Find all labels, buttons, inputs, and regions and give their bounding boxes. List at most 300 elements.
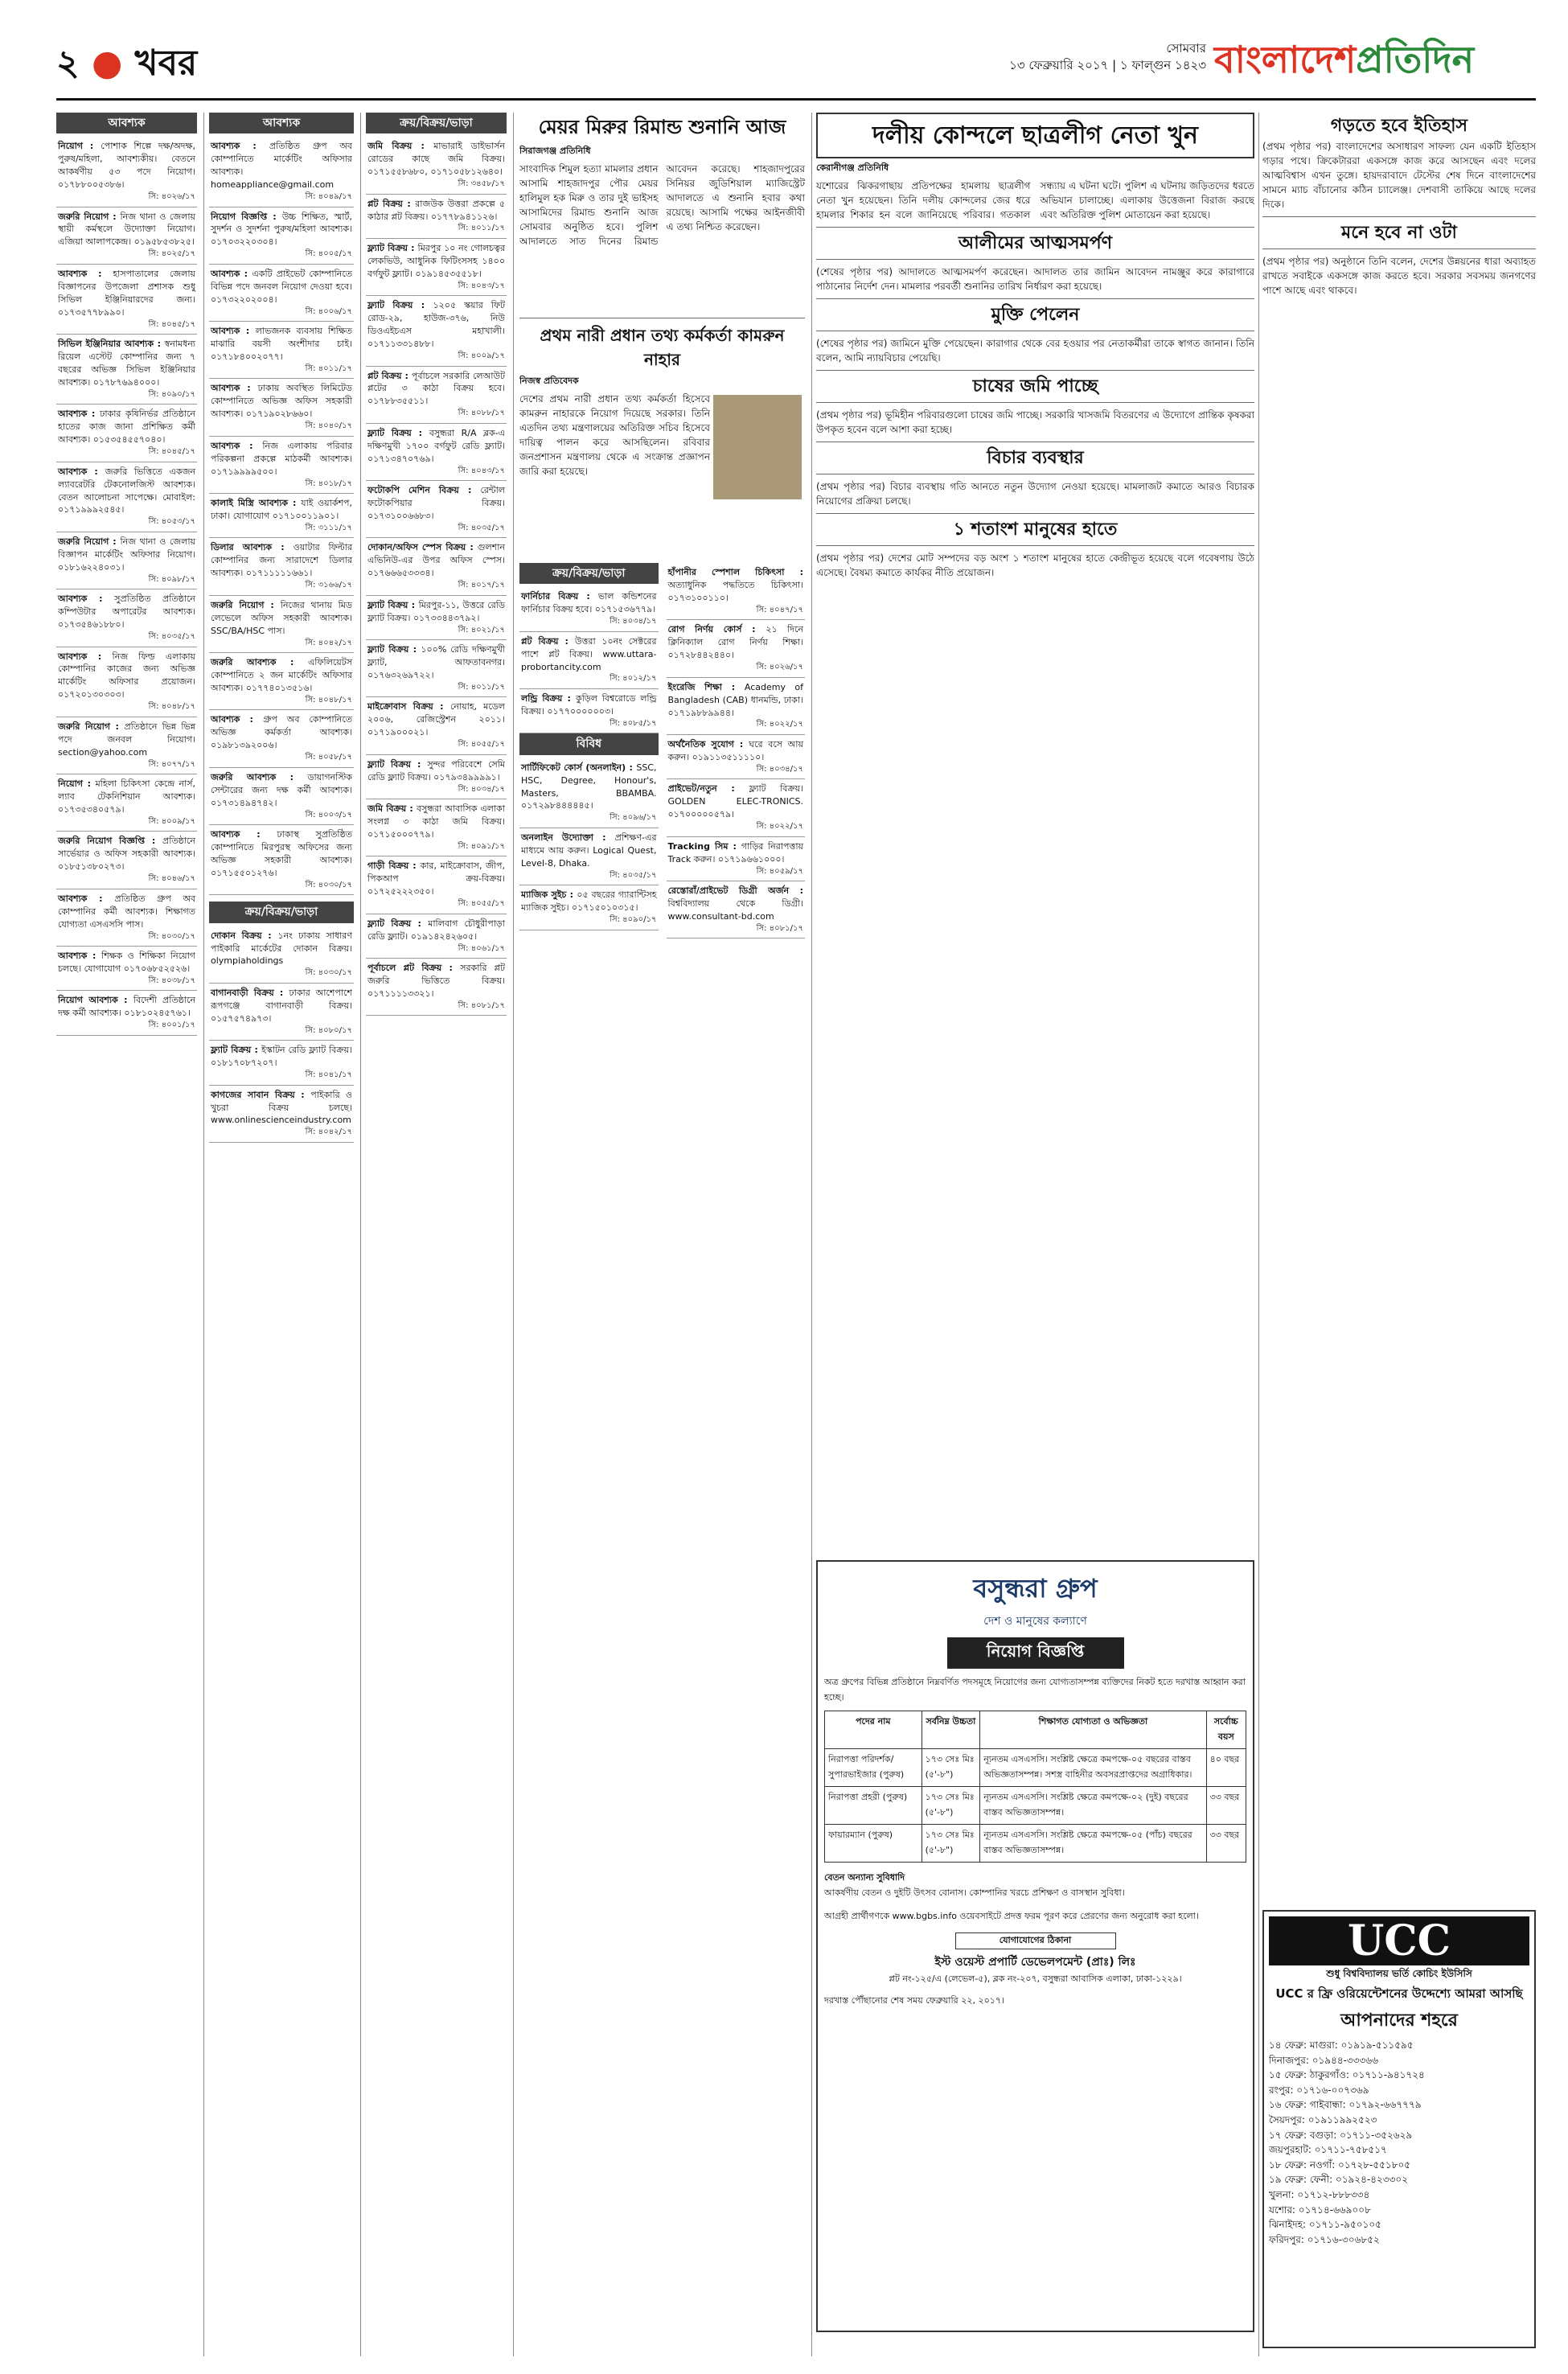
classified-ad — [56, 207, 197, 265]
ad-text: বসুন্ধরা R/A ব্লক-এ দক্ষিণমুখী ১৭০০ বর্গফুট রেডি ফ্ল্যাট। ০১৭১৩৪৭০৭৬৯। — [367, 427, 505, 464]
ad-text: শিক্ষক ও শিক্ষিকা নিয়োগ চলছে। যোগাযোগ ০১৭০৬৮৫২৫২৬। — [58, 951, 195, 974]
ad-code: সি: ৪০৩০/১৭ — [305, 968, 352, 978]
classified-ad — [366, 640, 507, 697]
ad-title: ফ্ল্যাট বিক্রয় : — [367, 427, 429, 438]
ad-code: সি: ৪০১১/১৭ — [458, 224, 505, 233]
history-headline: গড়তে হবে ইতিহাস — [1330, 115, 1468, 136]
th-qualification: শিক্ষাগত যোগ্যতা ও অভিজ্ঞতা — [980, 1711, 1206, 1749]
ad-title: ফ্ল্যাট বিক্রয় : — [367, 644, 421, 655]
classified-ad — [56, 889, 197, 947]
ad-text: নিজের থানায় মিড লেভেলে অফিস সহকারী আবশ্যক। SSC/BA/HSC পাস। — [211, 599, 352, 636]
ad-title: গাড়ী বিক্রয় : — [367, 860, 421, 872]
ad-title: আবশ্যক : — [211, 141, 269, 152]
classified-ad — [667, 779, 806, 836]
edition-day: সোমবার — [1166, 41, 1206, 55]
ad-text: যাই ওয়ার্কশপ, ঢাকা। যোগাযোগ ০১৭১০০১১৯০১। — [211, 498, 353, 522]
ucc-city-item: ঝিনাইদহ: ০১৭১১-৯৫০১০৫ — [1269, 2219, 1381, 2231]
ad-code: সি: ৪০৪৫/১৭ — [148, 319, 195, 329]
ad-text: লাভজনক ব্যবসায় শিক্ষিত মাঝারি বয়সী অংশীদার চাই। ০১৭১৮৪০০২০৭৭। — [211, 326, 352, 363]
classified-ad — [667, 881, 806, 939]
ad-text: হাসপাতালের জেলায় বিজ্ঞাপনের উপজেলা প্রশাসক শুধু সিভিল ইঞ্জিনিয়ারদের জন্য। ০১৭৩৫৭৭৮৯৯০। — [58, 268, 196, 318]
ad-title: আবশ্যক : — [58, 893, 115, 904]
deadline-text: দরখাস্ত পৌঁছানোর শেষ সময় ফেব্রুয়ারি ২২, ২০১৭। — [824, 1995, 1005, 2006]
ad-text: প্রতিষ্ঠানে ভিন্ন ভিন্ন পদে জনবল নিয়োগ। section@yahoo.com — [58, 721, 195, 758]
ad-title: সার্টিফিকেট কোর্স (অনলাইন) : — [521, 762, 637, 773]
classified-ad — [366, 959, 507, 1016]
page-number — [56, 36, 197, 95]
classified-ad — [209, 596, 354, 653]
classified-ad — [209, 538, 354, 595]
ucc-city-item: সৈয়দপুর: ০১৯১১৯৯২৫২৩ — [1269, 2113, 1377, 2126]
ad-title: কালাই মিস্ত্রি আবশ্যক : — [211, 498, 302, 509]
classified-ad — [519, 885, 659, 930]
recruitment-notice — [816, 1560, 1254, 2332]
table-cell-post: নিরাপত্তা পরিদর্শক/সুপারভাইজার (পুরুষ) — [825, 1749, 922, 1787]
lead-headline: দলীয় কোন্দলে ছাত্রলীগ নেতা খুন — [816, 113, 1254, 158]
classified-ad — [209, 437, 354, 494]
ad-text: জরুরি ভিত্তিতে একজন ল্যাবরেটরি টেকনোলজিস্ট আবশ্যক। বেতন আলোচনা সাপেক্ষে। মোবাইল: ০১৭১৯৯৯২৫৪৫। — [58, 466, 195, 515]
ad-text: সরকারি প্লট জরুরি ভিত্তিতে বিক্রয়। ০১৭১১১১৩৩২১। — [367, 963, 506, 1000]
classified-ad — [366, 195, 507, 239]
ad-title: আবশ্যক : — [58, 594, 115, 605]
lead-body: যশোরের ঝিকরগাছায় প্রতিপক্ষের হামলায় ছাত্রলীগ নেতা খুন হয়েছেন। তিনি দলীয় কোন্দলের জের ধরে হামলার শিকার হন বলে জানিয়েছে পরিবার। গতকাল সন্ধ্যায় এ ঘটনা ঘটে। পুলিশ এ ঘটনায় জড়িতদের ধরতে অভিযান চালাচ্ছে। এলাকায় উত্তেজনা বিরাজ করছে এবং অতিরিক্ত পুলিশ মোতায়েন করা হয়েছে। — [816, 179, 1254, 220]
classified-ad — [209, 379, 354, 436]
th-age: সর্বোচ্চ বয়স — [1206, 1711, 1246, 1749]
contact-address: প্লট নং-১২৫/এ (লেভেল-৫), ব্লক নং-২০৭, বসুন্ধরা আবাসিক এলাকা, ঢাকা-১২২৯। — [889, 1974, 1182, 1984]
bashundhara-logo: বসুন্ধরা গ্রুপ — [973, 1573, 1098, 1604]
ad-title: মাইক্রোবাস বিক্রয় : — [367, 701, 450, 713]
ad-code: সি: ৪০৩৮/১৭ — [148, 975, 195, 985]
ad-title: আবশ্যক : — [211, 829, 277, 840]
classified-ad — [519, 689, 659, 733]
classified-ad — [209, 710, 354, 767]
page-number-value: ২ — [56, 43, 80, 84]
ad-code: সি: ৪০৩৫/১৭ — [148, 632, 195, 642]
history-body: (প্রথম পৃষ্ঠার পর) বাংলাদেশের অসাধারণ সাফল্য যেন একটি ইতিহাস গড়ার পথে। ক্রিকেটাররা একসঙ্গে কাজ করে আসছেন এবং দলের আত্মবিশ্বাস এখন তুঙ্গে। হায়দরাবাদে টেস্টের শেষ দিনে বাংলাদেশের সামনে ম্যাচ বাঁচানোর কঠিন চ্যালেঞ্জ। দেশবাসী তাকিয়ে আছে দলের দিকে। — [1262, 141, 1536, 210]
classified-ad — [56, 462, 197, 532]
ad-code: সি: ৪০২১/১৭ — [458, 625, 505, 635]
ad-title: আবশ্যক : — [58, 409, 101, 420]
classified-ad — [366, 755, 507, 799]
ad-title: ফটোকপি মেশিন বিক্রয় : — [367, 485, 481, 496]
woman-byline: নিজস্ব প্রতিবেদক — [519, 376, 579, 386]
ad-title: সিভিল ইঞ্জিনিয়ার আবশ্যক : — [58, 339, 165, 350]
ad-title: জরুরি নিয়োগ : — [58, 536, 121, 547]
classified-ad — [667, 620, 806, 677]
edition-date — [997, 40, 1206, 74]
classified-ad — [366, 856, 507, 914]
ad-text: মিরপুর ১০ নং গোলচত্বর লেকভিউ, আধুনিক ফিটিংসসহ ১৪০০ বর্গফুট ফ্ল্যাট। ০১৯১৪৫৩৫৫১৮। — [367, 242, 505, 279]
classified-ad — [667, 678, 806, 735]
classified-ad — [209, 265, 354, 322]
column-divider — [811, 113, 812, 2356]
ad-code: সি: ৪০৪৩/১৭ — [458, 281, 505, 290]
column-heading: বিবিধ — [519, 733, 659, 754]
sub-body: (শেষের পৃষ্ঠার পর) জামিনে মুক্তি পেয়েছেন। কারাগার থেকে বের হওয়ার পর নেতাকর্মীরা তাকে স্বাগত জানান। তিনি বলেন, আমি ন্যায়বিচার পেয়েছি। — [816, 337, 1254, 363]
ad-text: নিজ ফিল্ড এলাকায় কোম্পানির কাজের জন্য অভিজ্ঞ মার্কেটিং অফিসার প্রয়োজন। ০১৭২০১৩০৩০৩। — [58, 651, 195, 700]
ad-text: রাজউক উত্তরা প্রকল্পে ৫ কাঠার প্লট বিক্রয়। ০১৭৭৮৯৪১১২৬। — [367, 198, 505, 222]
ad-title: প্রাইভেট/নতুন : — [667, 783, 749, 795]
ad-title: অর্থনৈতিক সুযোগ : — [667, 738, 749, 750]
ad-code: সি: ৪০০৫/১৭ — [305, 249, 352, 259]
classified-column-1 — [56, 113, 197, 2356]
classified-ad — [366, 424, 507, 481]
classified-ad — [667, 837, 806, 881]
column-divider — [360, 113, 361, 2356]
ad-title: নিয়োগ বিজ্ঞপ্তি : — [211, 211, 282, 222]
jobs-table — [824, 1711, 1246, 1863]
table-cell-height: ১৭৩ সেঃ মিঃ (৫'-৮") — [922, 1825, 980, 1863]
ad-title: আবশ্যক : — [58, 466, 105, 477]
table-cell-height: ১৭৩ সেঃ মিঃ (৫'-৮") — [922, 1787, 980, 1825]
ad-code: সি: ৪০২৬/১৭ — [148, 192, 195, 202]
ad-title: নিয়োগ : — [58, 141, 101, 152]
classified-ad — [519, 758, 659, 828]
ad-title: আবশ্যক : — [58, 651, 113, 662]
classified-ad — [519, 828, 659, 885]
column-heading: ক্রয়/বিক্রয়/ভাড়া — [519, 563, 659, 584]
masthead — [56, 32, 1536, 101]
ad-title: জমি বিক্রয় : — [367, 803, 417, 815]
classified-ad — [366, 137, 507, 194]
ad-code: সি: ৪০৩০/১৭ — [148, 931, 195, 941]
ad-code: সি: ৪০৮৮/১৭ — [458, 409, 505, 418]
edition-date-text: ১৩ ফেব্রুয়ারি ২০১৭ | ১ ফাল্গুন ১৪২৩ — [1009, 58, 1206, 72]
table-cell-age: ৪০ বছর — [1206, 1749, 1246, 1787]
ad-code: সি: ৪০৪৩/১৭ — [458, 466, 505, 475]
classified-ad — [56, 991, 197, 1035]
ad-text: ঢাকার আশেপাশে রূপগঞ্জে বাগানবাড়ী বিক্রয়। ০১৫৭৫৭৪৯৭৩। — [211, 987, 352, 1024]
ad-title: জরুরি নিয়োগ : — [58, 721, 125, 732]
ad-title: লন্ড্রি বিক্রয় : — [521, 692, 577, 704]
ad-code: সি: ৪০০৬/১৭ — [305, 306, 352, 316]
ucc-city-item: ফরিদপুর: ০১৭১৬-৩০৬৮৫২ — [1269, 2233, 1380, 2245]
sub-headline: আলীমের আত্মসমর্পণ — [816, 227, 1254, 260]
ad-code: সি: ৪০৫৫/১৭ — [458, 899, 505, 909]
ad-title: জমি বিক্রয় : — [367, 141, 434, 152]
ad-text: ঢাকার কৃষিনির্ভর প্রতিষ্ঠানে হাতের কাজ জানা প্রশিক্ষিত কর্মী আবশ্যক। ০১৫৩৫৪৫৫৭০৪০। — [58, 409, 195, 446]
ad-text: ঢাকায় অবস্থিত লিমিটেড কোম্পানিতে অভিজ্ঞ অফিস সহকারী আবশ্যক। ০১৭১৯০২৮৬৬০। — [211, 383, 352, 420]
ad-title: আবশ্যক : — [211, 326, 256, 337]
ad-title: আবশ্যক : — [58, 268, 113, 279]
ad-title: ফ্ল্যাট বিক্রয় : — [367, 918, 429, 929]
ad-code: সি: ৪০৩৫/১৭ — [610, 870, 657, 880]
ad-code: সি: ৪০৩৪/১৭ — [458, 784, 505, 794]
ad-code: সি: ৪০৮০/১৭ — [305, 1025, 352, 1035]
ad-title: জরুরি আবশ্যক : — [211, 771, 308, 782]
column-heading: আবশ্যক — [209, 113, 354, 133]
ad-code: সি: ৪০২২/১৭ — [756, 822, 803, 832]
ad-title: রেস্তোরাঁ/প্রাইভেট ডিগ্রী অর্জন : — [667, 885, 803, 896]
ad-code: সি: ৪০০১/১৭ — [148, 1021, 195, 1030]
ad-text: নিজ থানা ও জেলায় স্থায়ী কর্মস্থলে উদ্যোক্তা নিয়োগ। এজিয়া আলাপকেন্দ্র। ০১৯৫৮৫৩৮২৫। — [58, 211, 195, 248]
classified-ad — [209, 825, 354, 895]
ad-title: আবশ্যক : — [211, 440, 263, 451]
ad-text: ১নং ঢাকায় সাধারণ পাইকারি মার্কেটের দোকান বিক্রয়। olympiaholdings — [211, 930, 352, 967]
classified-ad — [366, 481, 507, 538]
ad-text: কুড়িল বিশ্বরোডে লন্ড্রি বিক্রয়। ০১৭৭০০০০০০৩। — [521, 692, 657, 717]
ad-title: প্লট বিক্রয় : — [367, 198, 416, 209]
ucc-city-item: রংপুর: ০১৭১৬-০০৭৩৬৯ — [1269, 2084, 1369, 2096]
th-post: পদের নাম — [825, 1711, 922, 1749]
ad-text: বসুন্ধরা আবাসিক এলাকা সংলগ্ন ৩ কাঠা জমি বিক্রয়। ০১৭১৫০০০৭৭৯। — [367, 803, 505, 840]
ad-title: বাগানবাড়ী বিক্রয় : — [211, 987, 289, 998]
ad-code: সি: ৪০৯৬/১৭ — [610, 813, 657, 823]
ad-code: সি: ৪০৩৫/১৭ — [458, 523, 505, 532]
ad-code: সি: ৪০৮৫/১৭ — [610, 718, 657, 728]
remand-headline: মেয়র মিরুর রিমান্ড শুনানি আজ — [538, 115, 786, 138]
ad-title: ফ্ল্যাট বিক্রয় : — [367, 758, 428, 770]
remand-body: সাংবাদিক শিমুল হত্যা মামলার প্রধান আসামি শাহজাদপুর পৌর মেয়র হালিমুল হক মিরু ও তার দুই ভাইসহ আসামিদের রিমান্ড শুনানি আজ সোমবার অনুষ্ঠিত হবে। পুলিশ আদালতে সাত দিনের রিমান্ড আবেদন করেছে। শাহজাদপুরের সিনিয়র জুডিশিয়াল ম্যাজিস্ট্রেট আদালতে এ শুনানি হবার কথা রয়েছে। আসামি পক্ষের আইনজীবী এ তথ্য নিশ্চিত করেছেন। — [519, 162, 805, 247]
ad-title: প্লট বিক্রয় : — [367, 370, 412, 381]
classified-ad — [56, 832, 197, 889]
classified-ad — [366, 596, 507, 640]
remand-byline: সিরাজগঞ্জ প্রতিনিধি — [519, 146, 591, 156]
woman-headline: প্রথম নারী প্রধান তথ্য কর্মকর্তা কামরুন নাহার — [540, 326, 785, 369]
ad-code: সি: ৪০১২/১৭ — [610, 674, 657, 684]
ad-title: হাঁপানীর স্পেশাল চিকিৎসা : — [667, 567, 803, 577]
ad-text: প্রতিষ্ঠানে সার্ভেয়ার ও অফিস সহকারী আবশ্যক। ০১৮৫১৩৮০২৭৩। — [58, 836, 195, 873]
table-cell-age: ৩৩ বছর — [1206, 1825, 1246, 1863]
benefits-text: আকর্ষণীয় বেতন ও দুইটি উৎসব বোনাস। কোম্পানির খরচে প্রশিক্ষণ ও বাসস্থান সুবিধা। — [824, 1887, 1125, 1898]
ad-title: অনলাইন উদ্যোক্তা : — [521, 832, 615, 843]
ad-code: সি: ৪০৪৫/১৭ — [148, 447, 195, 457]
ad-code: সি: ৪০৮১/১৭ — [458, 1000, 505, 1010]
sub-headline: মনে হবে না ওটা — [1262, 216, 1536, 249]
ad-text: নোয়াহ, মডেল ২০০৬, রেজিস্ট্রেশন ২০১১। ০১৭১৯০০০২১। — [367, 701, 506, 738]
classified-ad — [56, 589, 197, 647]
ad-text: মালিবাগ চৌধুরীপাড়া রেডি ফ্ল্যাট। ০১৯১৪২৪২৬০৫। — [367, 918, 505, 942]
dot-icon: ● — [91, 43, 123, 84]
ad-title: জরুরি নিয়োগ : — [58, 211, 121, 222]
section-name: খবর — [134, 43, 198, 84]
ucc-city-list — [1269, 2038, 1529, 2247]
ad-title: ফ্ল্যাট বিক্রয় : — [211, 1045, 262, 1056]
sub-headline: মুক্তি পেলেন — [816, 298, 1254, 331]
ad-text: সুন্দর পরিবেশে সেমি রেডি ফ্ল্যাট বিক্রয়। ০১৭৯৩৪৯৯৯৯১। — [367, 758, 505, 782]
classified-ad — [56, 532, 197, 589]
ad-code: সি: ৪০২২/১৭ — [756, 720, 803, 729]
ad-text: উত্তরা ১০নং সেক্টরের পাশে প্লট বিক্রয়। www.uttara-probortancity.com — [521, 635, 657, 672]
classified-ad — [519, 632, 659, 689]
ad-code: সি: ৪০২৬/১৭ — [756, 663, 803, 672]
ad-title: দোকান বিক্রয় : — [211, 930, 278, 941]
classified-ad — [56, 137, 197, 207]
ad-text: মিরপুর-১১, উত্তরে রেডি ফ্ল্যাট বিক্রয়। ০১৭৩৩৪৪৩৭৯২। — [367, 599, 505, 623]
sub-headline: চাষের জমি পাচ্ছে — [816, 370, 1254, 403]
classified-ad — [56, 647, 197, 717]
remand-story — [519, 113, 805, 314]
ad-title: জরুরি নিয়োগ বিজ্ঞপ্তি : — [58, 836, 163, 847]
ad-text: এফিলিয়েটস কোম্পানিতে ২ জন মার্কেটিং অফিসার আবশ্যক। ০১৭৭৪০১৩৫১৬। — [211, 657, 352, 693]
column-heading: ক্রয়/বিক্রয়/ভাড়া — [366, 113, 507, 133]
ad-code: সি: ৪০৯১/১৭ — [458, 841, 505, 851]
ad-text: SSC, HSC, Degree, Honour's, Masters, BBAMBA. ০১৭২৯৮৪৪৪৪৪৫। — [521, 762, 657, 811]
ad-code: সি: ৪০৪২/১৭ — [305, 638, 352, 647]
ad-code: সি: ৩১৬৬/১৭ — [305, 581, 352, 590]
ad-text: সুপ্রতিষ্ঠিত প্রতিষ্ঠানে কম্পিউটার অপারেটর আবশ্যক। ০১৭৩৫৪৬১৮৮০। — [58, 594, 195, 630]
column-divider — [1258, 113, 1259, 2356]
ucc-line-3: আপনাদের শহরে — [1340, 2011, 1458, 2031]
table-row — [825, 1825, 1246, 1863]
ad-text: ০৫ বছরের গ্যারান্টিসহ ম্যাজিক সুইচ। ০১৭১৫০১০৩১৫। — [521, 889, 657, 914]
classified-ad — [519, 587, 659, 631]
ad-title: নিয়োগ : — [58, 778, 96, 790]
classified-ad — [209, 494, 354, 538]
ad-code: সি: ৪০৪১/১৭ — [305, 1070, 352, 1080]
woman-story — [519, 323, 805, 557]
ad-code: সি: ৪০৪০/১৭ — [305, 421, 352, 431]
ad-code: সি: ৪০৪৭/১৭ — [756, 605, 803, 614]
ad-text: পোশাক শিল্পে দক্ষ/অদক্ষ, পুরুষ/মহিলা, আবশ্যকীয়। বেতনে আকর্ষণীয় ৫৩ পদে নিয়োগ। ০১৭৮৮০০৫৩৮৬। — [58, 141, 195, 191]
ad-text: রেন্টাল ফটোকপিয়ার বিক্রয়। ০১৭৩১০০৬৬৮৩। — [367, 485, 505, 522]
ad-text: ঢাকাস্থ সুপ্রতিষ্ঠিত কোম্পানিতে মিরপুরস্থ অফিসের জন্য অভিজ্ঞ সহকারী আবশ্যক। ০১৭১৫৫০১২৭৬। — [211, 829, 352, 878]
ad-text: ফ্ল্যাট বিক্রয়। GOLDEN ELEC-TRONICS. ০১৭০০০০০৫৭৯। — [667, 783, 803, 820]
ad-code: সি: ৪০৯৮/১৭ — [148, 574, 195, 584]
ad-title: কাগজের সাবান বিক্রয় : — [211, 1089, 311, 1100]
classified-ad — [56, 717, 197, 774]
ad-title: পূর্বাচলে প্লট বিক্রয় : — [367, 963, 461, 974]
ad-code: সি: ৪০৫৮/১৭ — [305, 753, 352, 762]
ad-text: Academy of Bangladesh (CAB) ধানমন্ডি, ঢাকা। ০১৭১৯৮৮৯৯৪৪। — [667, 681, 804, 718]
ad-text: বিশ্ববিদ্যালয় থেকে ডিগ্রী। www.consultant-bd.com — [667, 897, 803, 922]
classified-ad — [366, 799, 507, 856]
brand-logo — [1214, 32, 1474, 93]
sub-body: (প্রথম পৃষ্ঠার পর) অনুষ্ঠানে তিনি বলেন, দেশের উন্নয়নের ধারা অব্যাহত রাখতে সবাইকে একসঙ্গে কাজ করতে হবে। সরকার সবসময় জনগণের পাশে আছে এবং থাকবে। — [1262, 256, 1536, 296]
classified-ad — [209, 322, 354, 379]
classified-column-2 — [209, 113, 354, 2356]
table-cell-qual: ন্যূনতম এসএসসি। সংশ্লিষ্ট ক্ষেত্রে কমপক্ষে-০৫ বছরের বাস্তব অভিজ্ঞতাসম্পন্ন। সশস্ত্র বাহিনীর অবসরপ্রাপ্তদের অগ্রাধিকার। — [980, 1749, 1206, 1787]
classified-ad — [209, 984, 354, 1041]
ad-text: গাড়ির নিরাপত্তায় Track করুন। ০১৭১৯৬৬১০০০। — [667, 840, 803, 865]
column-heading: আবশ্যক — [56, 113, 197, 133]
ad-code: সি: ৪০৬১/১৭ — [458, 943, 505, 953]
ad-code: সি: ৪০৯০/১৭ — [148, 389, 195, 399]
sub-body: (প্রথম পৃষ্ঠার পর) বিচার ব্যবস্থায় গতি আনতে নতুন উদ্যোগ নেওয়া হয়েছে। মামলাজট কমাতে আরও বিচারক নিয়োগের প্রক্রিয়া চলছে। — [816, 480, 1254, 507]
classified-ad — [667, 735, 806, 779]
classified-ad — [56, 774, 197, 832]
apply-instructions: আগ্রহী প্রার্থীগণকে www.bgbs.info ওয়েবসাইটে প্রদত্ত ফরম পূরণ করে প্রেরণের জন্য অনুরোধ করা হলো। — [824, 1911, 1199, 1921]
ad-code: সি: ৪০৩০/১৭ — [305, 880, 352, 889]
ad-text: গ্রুপ অব কোম্পানিতে অভিজ্ঞ কর্মকর্তা আবশ্যক। ০১৯৮১৩৯২০০৬। — [211, 714, 352, 751]
ad-text: মাভারাই ডাইভার্সন রোডের কাছে জমি বিক্রয়। ০১৭১৫৫৮৬৮০, ০১৭১০৫৮১২৬৪০। — [367, 141, 505, 178]
table-cell-age: ৩৩ বছর — [1206, 1787, 1246, 1825]
ad-text: কার, মাইক্রোবাস, জীপ, পিকআপ ক্রয়-বিক্রয়। ০১৭২৫২২২৩৫০। — [367, 860, 506, 897]
classified-ad — [366, 239, 507, 296]
ad-code: সি: ৪০৩৪/১৭ — [610, 617, 657, 626]
ucc-city-item: ১৭ ফেব্রু: বগুড়া: ০১৭১১-৩৫২৬২৯ — [1269, 2129, 1413, 2141]
ad-text: প্রশিক্ষণ-এর মাধ্যমে আয় করুন। Logical Quest, Level-8, Dhaka. — [521, 832, 657, 869]
ad-code: সি: ৪০৪৮/১৭ — [148, 702, 195, 712]
ad-text: ১২০৫ স্কয়ার ফিট রোড-২৯, হাউজ-৩৭৬, নিউ ডিওএইচএস মহাখালী। ০১৭১১৩৩১৪৮৮। — [367, 300, 505, 350]
brand-word-2: প্রতিদিন — [1356, 38, 1475, 81]
classified-ad — [56, 265, 197, 335]
ad-title: ইংরেজি শিক্ষা : — [667, 681, 745, 692]
ad-text: প্রতিষ্ঠিত গ্রুপ অব কোম্পানিতে মার্কেটিং অফিসার আবশ্যক। homeappliance@gmail.com — [211, 141, 352, 191]
classified-ad — [209, 1086, 354, 1143]
recruit-notice-title: নিয়োগ বিজ্ঞপ্তি — [947, 1637, 1124, 1669]
classified-ad — [56, 947, 197, 991]
ad-code: সি: ৪০৫৯/১৭ — [756, 866, 803, 876]
ad-code: সি: ৪০১১/১৭ — [305, 363, 352, 373]
ad-code: সি: ৪০৪৮/১৭ — [305, 695, 352, 704]
contact-heading: যোগাযোগের ঠিকানা — [955, 1932, 1116, 1949]
ad-code: সি: ৪০৮১/১৭ — [756, 923, 803, 933]
column-divider — [203, 113, 204, 2356]
ad-title: দোকান/অফিস স্পেস বিক্রয় : — [367, 542, 478, 553]
ucc-city-item: জয়পুরহাট: ০১৭১১-৭৫৮৫১৭ — [1269, 2144, 1387, 2156]
sub-body: (প্রথম পৃষ্ঠার পর) ভূমিহীন পরিবারগুলো চাষের জমি পাচ্ছে। সরকারি খাসজমি বিতরণের এ উদ্যোগে প্রান্তিক কৃষকরা উপকৃত হবেন বলে আশা করা হচ্ছে। — [816, 409, 1254, 435]
classified-ad — [209, 1041, 354, 1085]
brand-word-1: বাংলাদেশ — [1214, 38, 1357, 81]
classified-ad — [209, 653, 354, 710]
ad-code: সি: ৪০৫৫/১৭ — [458, 740, 505, 750]
ad-title: নিয়োগ আবশ্যক : — [58, 995, 133, 1006]
column-divider — [513, 113, 514, 2356]
classified-ad — [209, 207, 354, 265]
ad-code: সি: ৪০২৫/১৭ — [148, 249, 195, 259]
classified-ad — [209, 926, 354, 984]
ucc-city-item: ১৪ ফেব্রু: মাগুরা: ০১৯১৯-৫১১৫৯৫ — [1269, 2039, 1414, 2051]
ucc-city-item: ১৫ ফেব্রু: ঠাকুরগাঁও: ০১৭১১-৯৪১৭২৪ — [1269, 2069, 1425, 2081]
ad-text: নিজ এলাকায় পরিবার পরিকল্পনা প্রকল্পে মাঠকর্মী আবশ্যক। ০১৭১৯৯৯৯৫০০। — [211, 440, 352, 477]
table-cell-qual: ন্যূনতম এসএসসি। সংশ্লিষ্ট ক্ষেত্রে কমপক্ষে-০২ (দুই) বছরের বাস্তব অভিজ্ঞতাসম্পন্ন। — [980, 1787, 1206, 1825]
column-heading: ক্রয়/বিক্রয়/ভাড়া — [209, 902, 354, 922]
ad-code: সি: ৪০১৭/১৭ — [458, 581, 505, 590]
ad-text: ইস্কাটন রেডি ফ্ল্যাট বিক্রয়। ০১৮১৭০৮৭২০৭। — [211, 1045, 352, 1069]
classified-column-4 — [519, 563, 805, 1552]
sub-headline: ১ শতাংশ মানুষের হাতে — [816, 513, 1254, 546]
classified-column-3 — [366, 113, 507, 2356]
sub-headline: বিচার ব্যবস্থার — [816, 442, 1254, 474]
ucc-line-1: শুধু বিশ্ববিদ্যালয় ভর্তি কোচিং ইউসিসি — [1326, 1968, 1472, 1979]
ad-title: আবশ্যক : — [58, 951, 102, 962]
ad-text: মহিলা চিকিৎসা কেন্দ্রে নার্স, ল্যাব টেকনিশিয়ান আবশ্যক। ০১৭৩৫৩৪০৫৭৯। — [58, 778, 195, 815]
benefits-heading: বেতন অন্যান্য সুবিধাদি — [824, 1872, 905, 1883]
classified-ad — [209, 137, 354, 207]
ad-text: স্বনামধন্য রিয়েল এস্টেট কোম্পানির জন্য ৭ বছরের অভিজ্ঞ সিভিল ইঞ্জিনিয়ার আবশ্যক। ০১৭৮৭৬৯৪০০০। — [58, 339, 195, 388]
classified-ad — [56, 335, 197, 405]
classified-ad — [366, 296, 507, 366]
classified-ad — [667, 563, 806, 620]
ad-code: সি: ৪০৭৭/১৭ — [148, 759, 195, 769]
table-row — [825, 1787, 1246, 1825]
ad-title: ফ্ল্যাট বিক্রয় : — [367, 599, 419, 610]
ad-code: সি: ৪০৪৯/১৭ — [305, 192, 352, 202]
ad-text: ১০০% রেডি দক্ষিণমুখী ফ্ল্যাট, আফতাবনগর। ০১৭৬৩২৬৯৭২২। — [367, 644, 505, 681]
ucc-city-item: যশোর: ০১৭১৪-৬৬৯০০৮ — [1269, 2204, 1371, 2216]
ad-title: জরুরি আবশ্যক : — [211, 657, 308, 668]
ad-title: আবশ্যক : — [211, 714, 264, 725]
ad-text: পূর্বাচলে সরকারি লেআউট প্লটের ৩ কাঠা বিক্রয় হবে। ০১৭৮৮৩৫৫১১। — [367, 370, 506, 407]
ad-text: ওয়াটার ফিল্টার কোম্পানির জন্য সারাদেশে ডিলার আবশ্যক। ০১৭১১১১১৬৬১। — [211, 542, 352, 579]
ad-text: প্রতিষ্ঠিত গ্রুপ অব কোম্পানির কর্মী আবশ্যক। শিক্ষাগত যোগ্যতা এসএসসি পাস। — [58, 893, 195, 930]
th-height: সর্বনিম্ন উচ্চতা — [922, 1711, 980, 1749]
classified-ad — [366, 367, 507, 424]
ad-text: পাইকারি ও খুচরা বিক্রয় চলছে। www.onlinescienceindustry.com — [211, 1089, 352, 1126]
woman-body: দেশের প্রথম নারী প্রধান তথ্য কর্মকর্তা হিসেবে কামরুন নাহারকে নিয়োগ দিয়েছে সরকার। তিনি এতদিন তথ্য মন্ত্রণালয়ের অতিরিক্ত সচিব হিসেবে দায়িত্ব পালন করে আসছিলেন। রবিবার জনপ্রশাসন মন্ত্রণালয় থেকে এ সংক্রান্ত প্রজ্ঞাপন জারি করা হয়েছে। — [519, 392, 710, 477]
table-cell-post: ফায়ারম্যান (পুরুষ) — [825, 1825, 922, 1863]
ucc-city-item: ১৮ ফেব্রু: নওগাঁ: ০১৭২৮-৫৫১৮০৫ — [1269, 2158, 1411, 2171]
ucc-logo: UCC — [1269, 1916, 1529, 1965]
ad-code: সি: ৪০৪৬/১৭ — [148, 874, 195, 884]
ucc-city-item: ১৬ ফেব্রু: গাইবান্ধা: ০১৭৯২-৬৬৭৭৭৯ — [1269, 2099, 1422, 2111]
ad-code: সি: ৪০৯০/১৭ — [610, 915, 657, 925]
classified-ad — [366, 538, 507, 595]
ad-code: সি: ৪০১৮/১৭ — [305, 478, 352, 488]
classified-ad — [56, 405, 197, 462]
ad-title: ডিলার আবশ্যক : — [211, 542, 293, 553]
